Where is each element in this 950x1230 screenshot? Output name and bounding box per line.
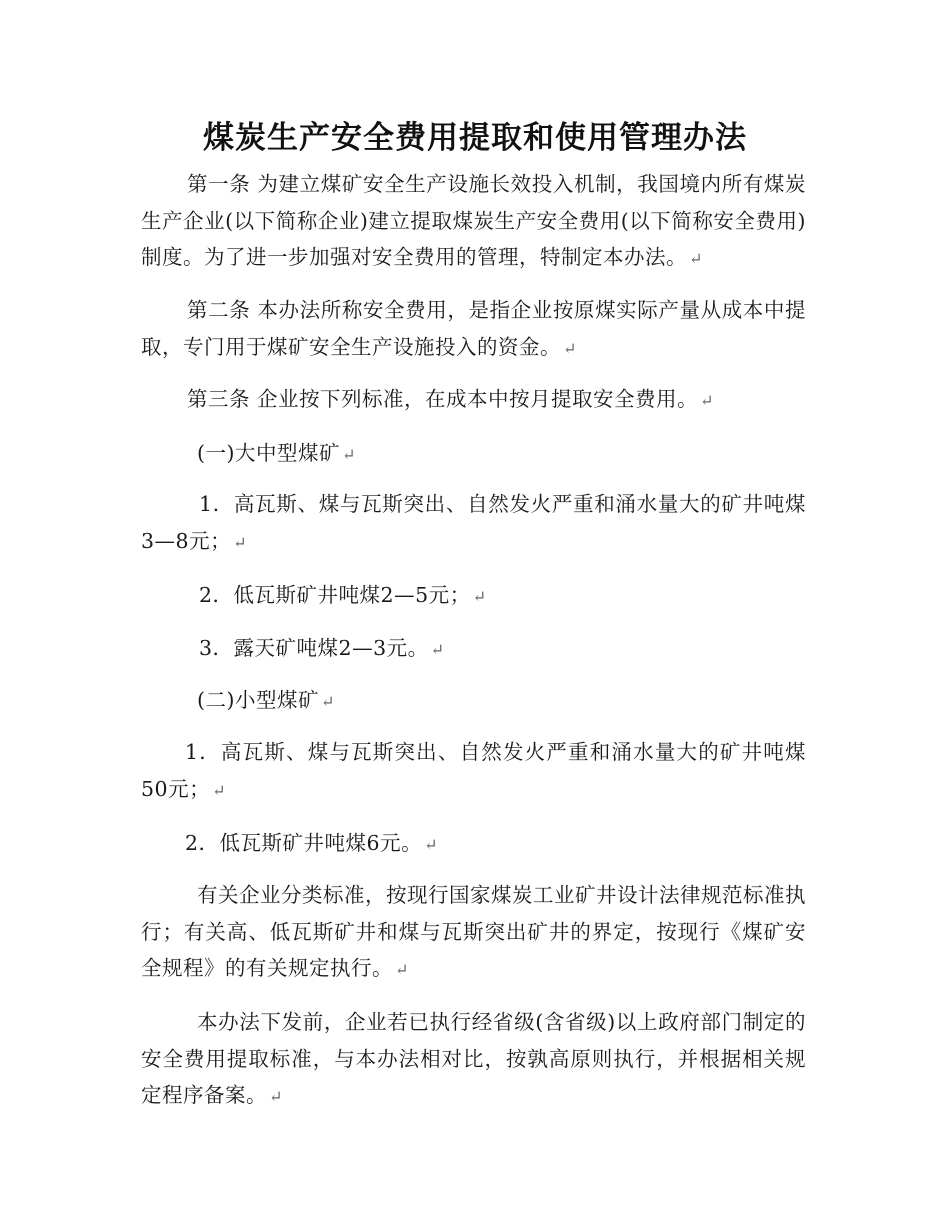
paragraph-small-mines xyxy=(141,682,806,721)
paragraph-item-3 xyxy=(141,630,806,669)
paragraph-article-2 xyxy=(141,292,806,367)
paragraph-mark-icon: ↵ xyxy=(700,391,713,410)
paragraph-item-2 xyxy=(141,577,806,616)
paragraph-item-1 xyxy=(141,486,806,561)
paragraph-text: 第二条 本办法所称安全费用，是指企业按原煤实际产量从成本中提取，专门用于煤矿安全生产设施投入的资金。 xyxy=(141,298,806,359)
paragraph-mark-icon: ↵ xyxy=(430,640,444,659)
paragraph-mark-icon: ↵ xyxy=(321,692,334,711)
paragraph-mark-icon: ↵ xyxy=(212,780,225,800)
paragraph-mark-icon: ↵ xyxy=(689,249,702,268)
paragraph-article-1 xyxy=(141,166,806,278)
paragraph-large-medium-mines xyxy=(141,435,806,474)
paragraph-small-item-2 xyxy=(141,825,806,864)
paragraph-text: (一)大中型煤矿 xyxy=(197,441,340,465)
paragraph-text: 2．低瓦斯矿井吨煤6元。 xyxy=(185,831,423,855)
paragraph-mark-icon: ↵ xyxy=(269,1087,282,1106)
paragraph-text: (二)小型煤矿 xyxy=(197,688,319,712)
paragraph-text: 3．露天矿吨煤2—3元。 xyxy=(199,636,429,660)
paragraph-article-3 xyxy=(141,381,806,420)
paragraph-small-item-1 xyxy=(141,734,806,809)
paragraph-mark-icon: ↵ xyxy=(342,445,355,464)
paragraph-text: 1．高瓦斯、煤与瓦斯突出、自然发火严重和涌水量大的矿井吨煤3—8元； xyxy=(141,492,806,553)
paragraph-existing-standards xyxy=(141,1004,806,1116)
paragraph-mark-icon: ↵ xyxy=(395,960,408,979)
paragraph-mark-icon: ↵ xyxy=(563,338,576,358)
paragraph-mark-icon: ↵ xyxy=(472,587,486,606)
document-title: 煤炭生产安全费用提取和使用管理办法 xyxy=(203,120,747,156)
paragraph-text: 第一条 为建立煤矿安全生产设施长效投入机制，我国境内所有煤炭生产企业(以下简称企业)建立提取煤炭生产安全费用(以下简称安全费用)制度。为了进一步加强对安全费用的管理，特制定本办法。 xyxy=(141,172,806,269)
paragraph-mark-icon: ↵ xyxy=(424,835,437,854)
paragraph-text: 1．高瓦斯、煤与瓦斯突出、自然发火严重和涌水量大的矿井吨煤50元； xyxy=(141,740,806,801)
paragraph-text: 2．低瓦斯矿井吨煤2—5元； xyxy=(199,583,471,607)
paragraph-text: 第三条 企业按下列标准，在成本中按月提取安全费用。 xyxy=(187,387,699,411)
paragraph-mark-icon: ↵ xyxy=(233,532,246,552)
paragraph-text: 本办法下发前，企业若已执行经省级(含省级)以上政府部门制定的安全费用提取标准，与本办法相对比，按孰高原则执行，并根据相关规定程序备案。 xyxy=(141,1010,806,1107)
paragraph-classification xyxy=(141,877,806,989)
paragraph-text: 有关企业分类标准，按现行国家煤炭工业矿井设计法律规范标准执行；有关高、低瓦斯矿井和煤与瓦斯突出矿井的界定，按现行《煤矿安全规程》的有关规定执行。 xyxy=(141,883,806,980)
